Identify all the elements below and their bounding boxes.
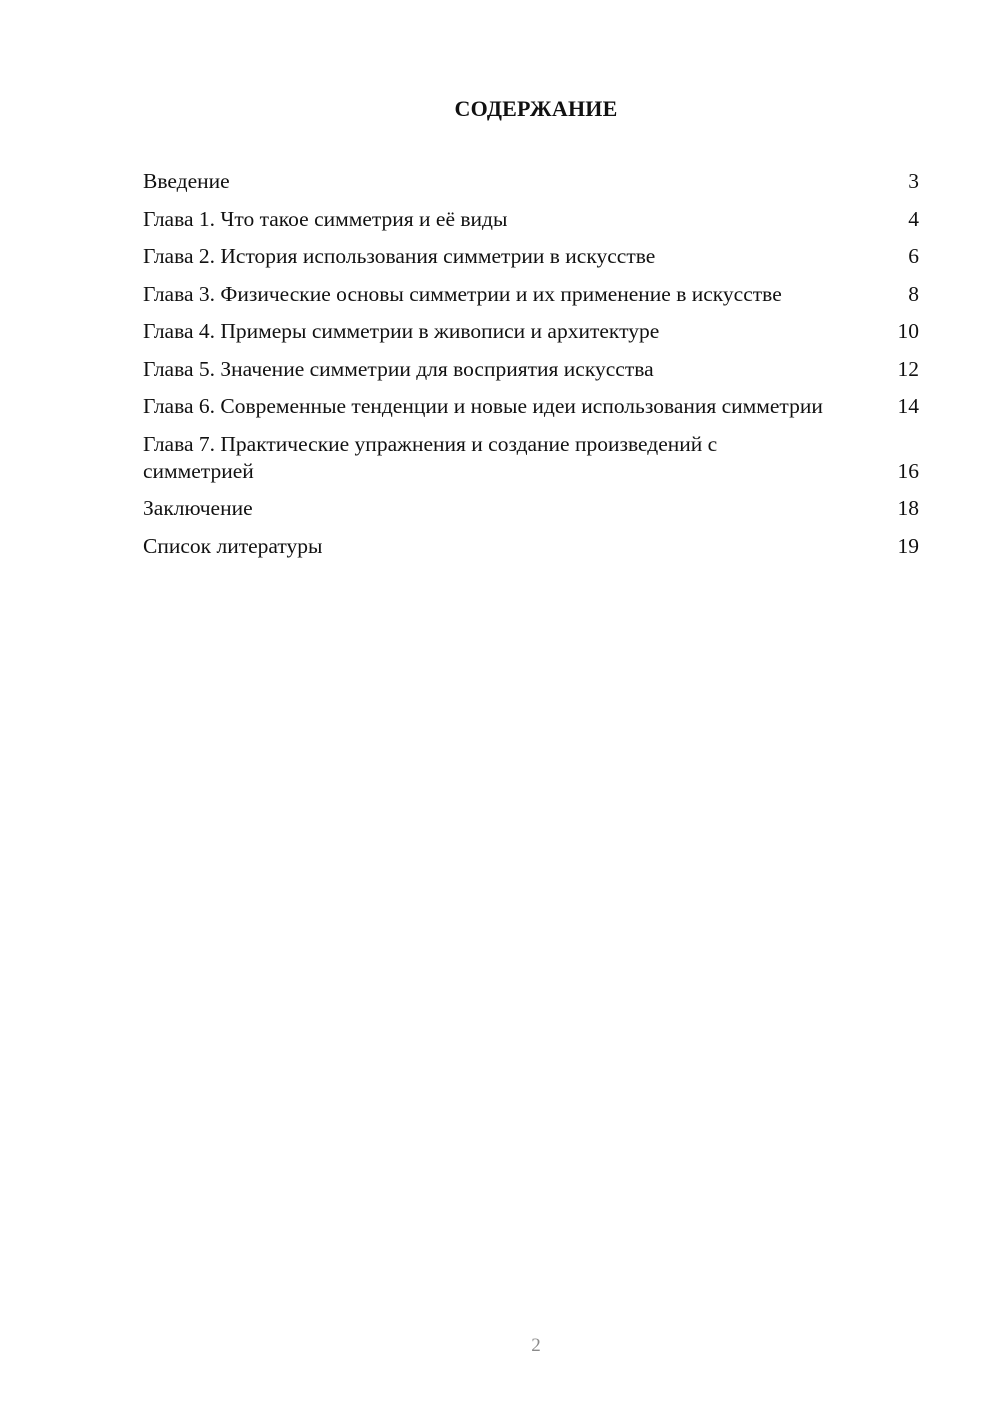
toc-item-text: Глава 7. Практические упражнения и создание произведений с симметрией (143, 431, 718, 483)
toc-item-text: Глава 3. Физические основы симметрии и их применение в искусстве (143, 281, 782, 306)
toc-item (143, 356, 919, 383)
toc-item (143, 168, 919, 195)
toc-item-text: Глава 2. История использования симметрии в искусстве (143, 244, 656, 268)
toc-item (143, 281, 919, 308)
toc-item-page: 4 (908, 206, 919, 231)
toc-item-text: Глава 4. Примеры симметрии в живописи и архитектуре (143, 319, 660, 343)
toc-item (143, 495, 919, 522)
toc-item-page: 12 (897, 356, 919, 381)
page-number: 2 (531, 1335, 541, 1356)
toc-item-text: Глава 6. Современные тенденции и новые идеи использования симметрии (143, 394, 823, 418)
toc-item-page: 14 (897, 394, 919, 418)
table-of-contents (143, 168, 919, 570)
toc-item-page: 18 (897, 496, 919, 520)
toc-item-page: 16 (897, 458, 919, 483)
toc-item (143, 533, 919, 560)
toc-item (143, 206, 919, 233)
toc-item (143, 431, 919, 485)
toc-item-text: Список литературы (143, 533, 323, 558)
toc-item-page: 19 (897, 533, 919, 558)
toc-item (143, 393, 919, 420)
toc-item-text: Заключение (143, 496, 253, 520)
toc-item-page: 10 (897, 319, 919, 343)
toc-item-page: 6 (908, 244, 919, 268)
toc-item-text: Введение (143, 169, 230, 193)
toc-item (143, 243, 919, 270)
toc-item-page: 3 (908, 169, 919, 193)
toc-item (143, 318, 919, 345)
toc-item-text: Глава 1. Что такое симметрия и её виды (143, 206, 508, 231)
toc-item-text: Глава 5. Значение симметрии для восприятия искусства (143, 356, 654, 381)
page-title: СОДЕРЖАНИЕ (454, 96, 618, 121)
toc-item-page: 8 (908, 281, 919, 306)
